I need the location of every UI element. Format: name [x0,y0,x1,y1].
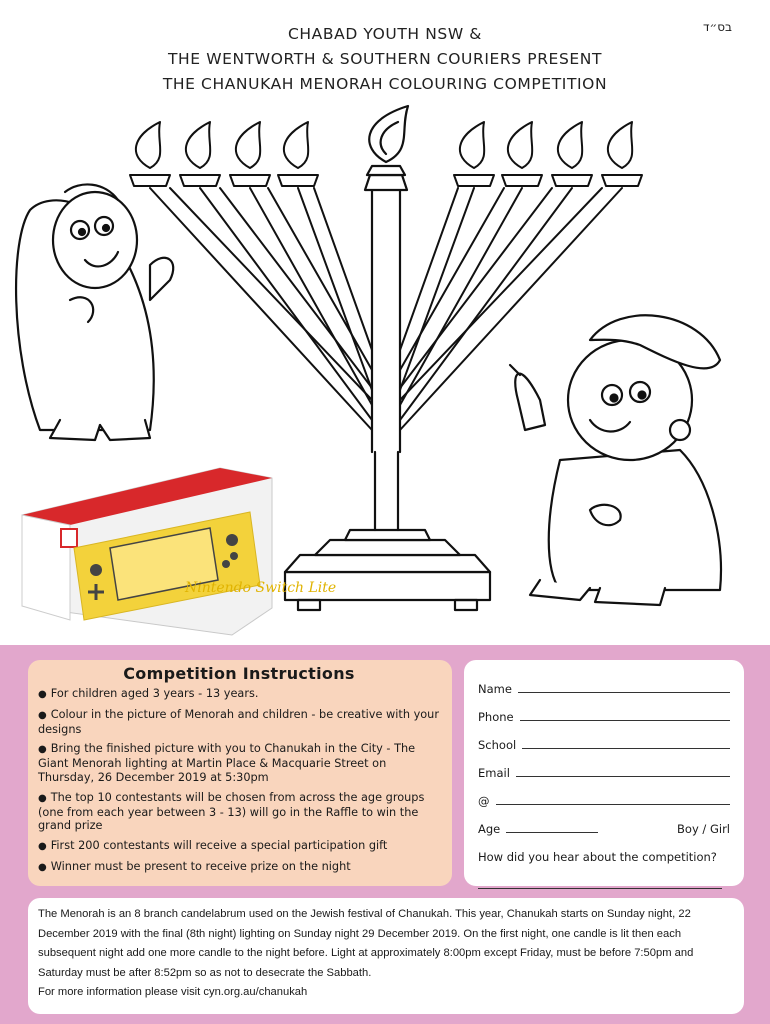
instructions-box [28,660,452,886]
menorah-illustration [0,100,770,645]
boy-character [510,315,721,605]
info-box [28,898,744,1014]
school-field[interactable] [522,748,730,749]
page-header [0,22,770,97]
prize-box-image [22,468,336,635]
instruction-item: ● The top 10 contestants will be chosen from across the age groups (one from each year between 3 - 13) will go in the Raffle to win the grand prize [38,790,425,833]
bsd-mark: בס״ד [702,20,732,34]
at-label: @ [478,794,490,808]
referral-answer-field[interactable] [478,888,722,889]
email-domain-row [478,780,730,808]
age-field[interactable] [506,832,598,833]
menorah-branches [150,188,622,430]
entry-form [464,660,744,886]
email-domain-field[interactable] [496,804,731,805]
header-line-1: CHABAD YOUTH NSW & [288,25,482,43]
info-text: The Menorah is an 8 branch candelabrum used on the Jewish festival of Chanukah. This year, Chanukah starts on Sunday night, 22 December 2019 with the final (8th night) lighting on Sunday night 29 December 2019. On the first night, one candle is lit then each subsequent night add one more candle to the night before. Light at approximately 8:00pm except Friday, must be before 7:50pm and Saturday must be after 8:52pm so as not to desecrate the Sabbath. [38,908,694,979]
instruction-item: ● Winner must be present to receive prize on the night [38,859,351,873]
boy-girl-option[interactable]: Boy / Girl [677,822,730,836]
instruction-item: ● Colour in the picture of Menorah and children - be creative with your designs [38,707,439,736]
age-row [478,808,730,836]
referral-question: How did you hear about the competition? [478,850,717,864]
instruction-item: ● Bring the finished picture with you to Chanukah in the City - The Giant Menorah lighting at Martin Place & Macquarie Street on Thursday, 26 December 2019 at 5:30pm [38,742,416,784]
instructions-list [38,687,440,875]
phone-field[interactable] [520,720,730,721]
girl-character [16,184,173,440]
name-label: Name [478,682,512,696]
email-row [478,752,730,780]
phone-row [478,696,730,724]
prize-box-label: Nintendo Switch Lite [185,580,337,596]
header-line-2: THE WENTWORTH & SOUTHERN COURIERS PRESENT [167,50,603,68]
school-label: School [478,738,517,752]
instruction-item: ● First 200 contestants will receive a special participation gift [38,839,388,853]
name-field[interactable] [518,692,730,693]
instruction-item: ● For children aged 3 years - 13 years. [38,687,259,700]
info-more: For more information please visit cyn.org.au/chanukah [38,986,308,998]
phone-label: Phone [478,710,514,724]
header-line-3: THE CHANUKAH MENORAH COLOURING COMPETITION [162,75,608,93]
age-label: Age [478,822,501,836]
email-field[interactable] [516,776,730,777]
email-label: Email [478,766,510,780]
name-row [478,668,730,696]
instructions-title: Competition Instructions [123,664,355,683]
school-row [478,724,730,752]
